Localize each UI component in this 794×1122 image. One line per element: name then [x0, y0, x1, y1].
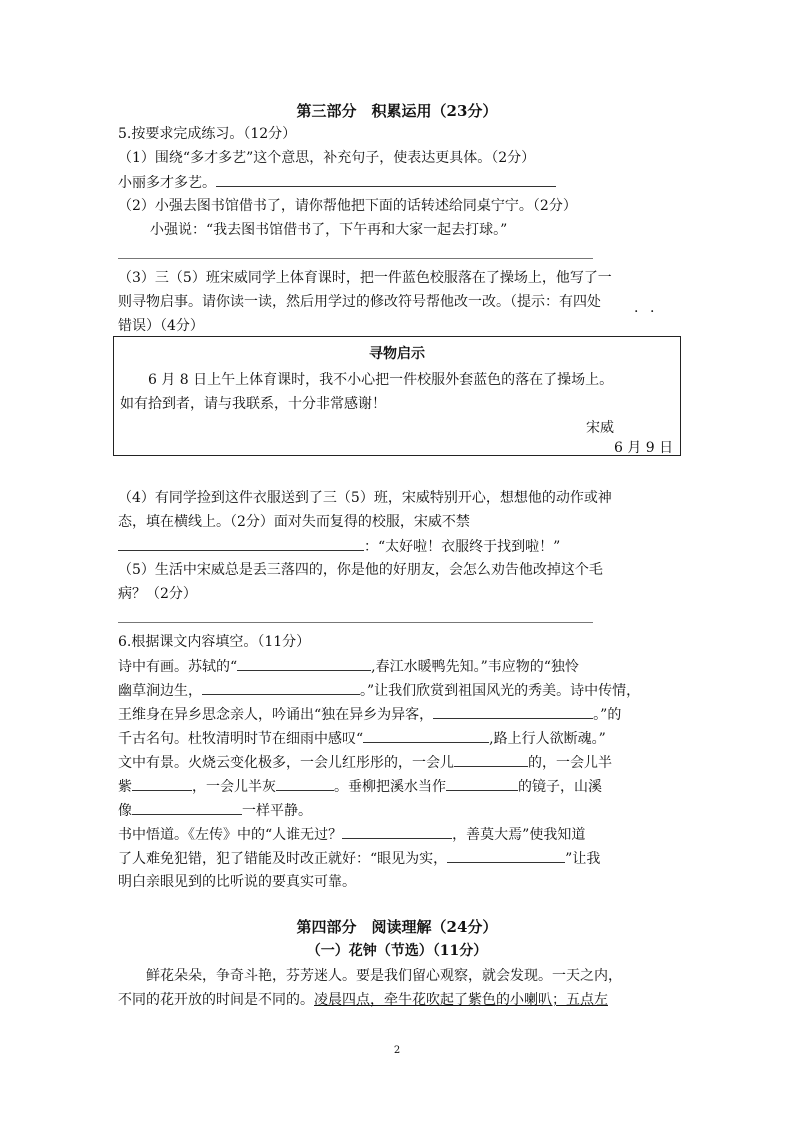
q5-p1-prompt: （1）围绕“多才多艺”这个意思，补充句子，使表达更具体。（2分）: [118, 150, 536, 166]
q6-text: 文中有景。火烧云变化极多，一会儿红彤彤的，一会儿: [118, 755, 454, 771]
q5-title: 5.按要求完成练习。（12分）: [118, 126, 297, 142]
q6-text: 的，一会儿半: [528, 755, 612, 771]
q6-text: ，一会儿半灰: [192, 779, 276, 795]
q6-text: 王维身在异乡思念亲人，吟诵出“独在异乡为异客，: [118, 707, 434, 723]
q6-blank-7[interactable]: [276, 776, 334, 791]
q5-p2-prompt: （2）小强去图书馆借书了，请你帮他把下面的话转述给同桌宁宁。（2分）: [118, 198, 577, 214]
q6-text: ,春江水暖鸭先知。”韦应物的“独怜: [371, 659, 579, 675]
q6-blank-1[interactable]: [237, 656, 371, 671]
q6-text: ”让我: [565, 851, 601, 867]
q6-text: 幽草涧边生，: [118, 683, 202, 699]
reading-underlined-text: 凌晨四点，牵牛花吹起了紫色的小喇叭；五点左: [314, 992, 608, 1008]
q6-line8[interactable]: [118, 824, 585, 845]
q5-p4-suffix: ：“太好啦！衣服终于找到啦！”: [364, 539, 561, 555]
reading-para-line2: [118, 990, 608, 1010]
q5-p2-quote: 小强说：“我去图书馆借书了，下午再和大家一起去打球。”: [150, 222, 508, 238]
q6-blank-9[interactable]: [132, 800, 242, 815]
q6-blank-2[interactable]: [202, 680, 360, 695]
q6-text: 诗中有画。苏轼的“: [118, 659, 238, 675]
q6-blank-11[interactable]: [447, 848, 565, 863]
notice-date: 6 月 9 日: [614, 440, 674, 456]
q6-line3[interactable]: [118, 704, 621, 725]
q6-blank-6[interactable]: [132, 776, 192, 791]
q6-line1[interactable]: [118, 656, 579, 677]
q5-p4-line1: （4）有同学捡到这件衣服送到了三（5）班，宋威特别开心，想想他的动作或神: [118, 490, 612, 506]
part4-subheading: （一）花钟（节选）（11分）: [306, 943, 488, 959]
lost-notice-box: [113, 336, 681, 456]
q5-p3-line3: 错误）（4分）: [118, 318, 204, 334]
q6-line6[interactable]: [118, 776, 602, 797]
q5-p5-line1: （5）生活中宋威总是丢三落四的，你是他的好朋友，会怎么劝告他改掉这个毛: [118, 562, 603, 578]
q6-text: 。”的: [593, 707, 622, 723]
q6-title: 6.根据课文内容填空。（11分）: [118, 634, 311, 650]
page-number: 2: [393, 1045, 401, 1056]
notice-body-line2: 如有拾到者，请与我联系，十分非常感谢！: [120, 396, 386, 412]
notice-signer: 宋威: [586, 420, 614, 436]
q6-line7[interactable]: [118, 800, 312, 821]
notice-body-line1: 6 月 8 日上午上体育课时，我不小心把一件校服外套蓝色的落在了操场上。: [148, 372, 614, 388]
q6-text: 了人难免犯错，犯了错能及时改正就好：“眼见为实，: [118, 851, 448, 867]
q6-blank-5[interactable]: [454, 752, 528, 767]
part3-heading: 第三部分 积累运用（23分）: [296, 102, 498, 120]
q5-p4-line3[interactable]: [118, 536, 560, 557]
q6-text: 。”让我们欣赏到祖国风光的秀美。诗中传情，: [360, 683, 641, 699]
q6-line9[interactable]: [118, 848, 600, 869]
reading-text: 不同的花开放的时间是不同的。: [118, 992, 314, 1008]
q6-text: 的镜子，山溪: [518, 779, 602, 795]
q5-p2-answer-blank[interactable]: [118, 258, 593, 259]
reading-para-line1: 鲜花朵朵，争奇斗艳，芬芳迷人。要是我们留心观察，就会发现。一天之内，: [146, 968, 622, 984]
q5-p1-prefix: 小丽多才多艺。: [118, 175, 216, 191]
q6-text: ,路上行人欲断魂。”: [489, 731, 606, 747]
q6-blank-8[interactable]: [446, 776, 518, 791]
emphasis-dot: ·: [634, 304, 639, 320]
q5-p4-blank[interactable]: [118, 536, 364, 551]
q5-p5-answer-blank[interactable]: [118, 622, 593, 623]
q6-text: 像: [118, 803, 132, 819]
q5-p1-blank[interactable]: [216, 172, 556, 187]
q6-text: 千古名句。杜牧清明时节在细雨中感叹“: [118, 731, 364, 747]
q6-text: ，善莫大焉”使我知道: [452, 827, 586, 843]
part4-heading: 第四部分 阅读理解（24分）: [296, 918, 498, 936]
q6-blank-4[interactable]: [363, 728, 489, 743]
q6-text: 紫: [118, 779, 132, 795]
q5-p5-line2: 病？（2分）: [118, 586, 197, 602]
q6-line4[interactable]: [118, 728, 606, 749]
q5-p3-line2: 则寻物启事。请你读一读，然后用学过的修改符号帮他改一改。（提示：有四处: [118, 294, 601, 310]
notice-title: 寻物启示: [369, 346, 425, 362]
q6-blank-10[interactable]: [342, 824, 452, 839]
q5-p3-line1: （3）三（5）班宋威同学上体育课时，把一件蓝色校服落在了操场上，他写了一: [118, 270, 612, 286]
q6-text: 。垂柳把溪水当作: [334, 779, 446, 795]
q6-line10: 明白亲眼见到的比听说的要真实可靠。: [118, 874, 356, 890]
emphasis-dot: ·: [650, 304, 655, 320]
q6-line5[interactable]: [118, 752, 612, 773]
q6-text: 书中悟道。《左传》中的“人谁无过？: [118, 827, 343, 843]
q5-p1-answer-line[interactable]: [118, 172, 556, 193]
q5-p4-line2: 态，填在横线上。（2分）面对失而复得的校服，宋威不禁: [118, 514, 470, 530]
q6-line2[interactable]: [118, 680, 640, 701]
q6-blank-3[interactable]: [433, 704, 593, 719]
q6-text: 一样平静。: [242, 803, 312, 819]
